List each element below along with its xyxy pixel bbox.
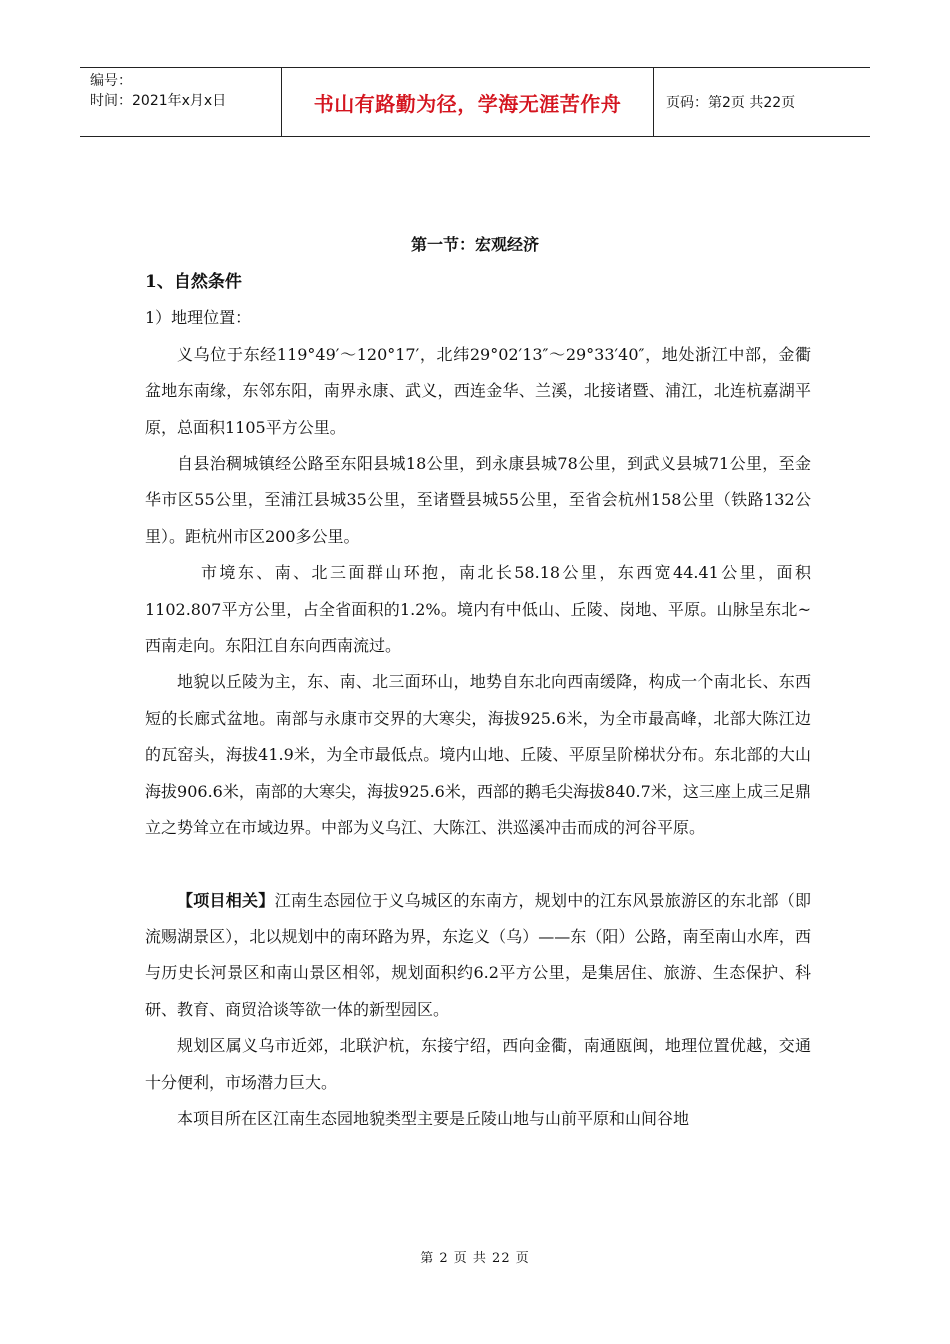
paragraph: 规划区属义乌市近郊，北联沪杭，东接宁绍，西向金衢，南通瓯闽，地理位置优越，交通十分便利，市场潜力巨大。 [145, 1036, 811, 1092]
spacer [145, 847, 811, 883]
section-title: 第一节：宏观经济 [410, 235, 539, 254]
document-body [145, 264, 811, 1137]
project-text: 江南生态园位于义乌城区的东南方，规划中的江东风景旅游区的东北部（即流赐湖景区），北以规划中的南环路为界，东迄义（乌）——东（阳）公路，南至南山水库，西与历史长河景区和南山景区相邻，规划面积约6.2平方公里，是集居住、旅游、生态保护、科研、教育、商贸洽谈等欲一体的新型园区。 [145, 890, 811, 1019]
header-motto: 书山有路勤为径，学海无涯苦作舟 [282, 68, 654, 136]
project-paragraph [145, 883, 811, 1029]
subheading-location: 1）地理位置： [145, 308, 252, 328]
paragraph: 市境东、南、北三面群山环抱，南北长58.18公里，东西宽44.41公里，面积1102.807平方公里，占全省面积的1.2%。境内有中低山、丘陵、岗地、平原。山脉呈东北~西南走向。东阳江自东向西南流过。 [145, 563, 811, 656]
project-tag: 【项目相关】 [177, 890, 275, 910]
paragraph: 自县治稠城镇经公路至东阳县城18公里，到永康县城78公里，到武义县城71公里，至金华市区55公里，至浦江县城35公里，至诸暨县城55公里，至省会杭州158公里（铁路132公里）。距杭州市区200多公里。 [145, 454, 811, 546]
paragraph: 本项目所在区江南生态园地貌类型主要是丘陵山地与山前平原和山间谷地 [177, 1108, 690, 1128]
header-page-number: 页码：第2页 共22页 [666, 95, 796, 111]
document-number-label: 编号： [90, 73, 132, 89]
paragraph: 义乌位于东经119°49′～120°17′，北纬29°02′13″～29°33′40″，地处浙江中部，金衢盆地东南缘，东邻东阳，南界永康、武义，西连金华、兰溪，北接诸暨、浦江，北连杭嘉湖平原，总面积1105平方公里。 [145, 344, 811, 437]
header-meta-cell [80, 68, 282, 136]
page-header [80, 67, 870, 137]
page-footer: 第 2 页 共 22 页 [420, 1251, 530, 1266]
paragraph: 地貌以丘陵为主，东、南、北三面环山，地势自东北向西南缓降，构成一个南北长、东西短的长廊式盆地。南部与永康市交界的大寒尖，海拔925.6米，为全市最高峰，北部大陈江边的瓦窑头，海拔41.9米，为全市最低点。境内山地、丘陵、平原呈阶梯状分布。东北部的大山海拔906.6米，南部的大寒尖，海拔925.6米，西部的鹅毛尖海拔840.7米，这三座上成三足鼎立之势耸立在市域边界。中部为义乌江、大陈江、洪巡溪冲击而成的河谷平原。 [145, 672, 811, 838]
heading-natural-conditions: 1、自然条件 [145, 272, 242, 292]
document-date-label: 时间：2021年x月x日 [90, 93, 227, 109]
